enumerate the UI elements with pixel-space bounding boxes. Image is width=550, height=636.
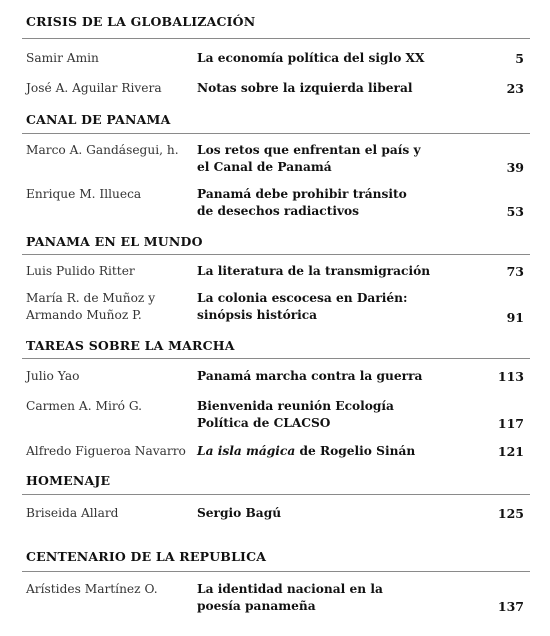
entry-author: Carmen A. Miró G. xyxy=(26,399,143,413)
entry-page: 73 xyxy=(506,264,524,279)
entry-author: Enrique M. Illueca xyxy=(26,187,142,201)
entry-title-line: Política de CLACSO xyxy=(197,416,331,430)
entry-author: Julio Yao xyxy=(26,369,80,383)
section-title: CRISIS DE LA GLOBALIZACIÓN xyxy=(26,14,256,29)
section-title: TAREAS SOBRE LA MARCHA xyxy=(26,338,235,353)
entry-title-line: Bienvenida reunión Ecología xyxy=(197,399,394,413)
section-divider xyxy=(22,571,530,572)
entry-title-line: el Canal de Panamá xyxy=(197,160,332,174)
section-divider xyxy=(22,254,530,255)
entry-author: Arístides Martínez O. xyxy=(26,582,158,596)
entry-author: Marco A. Gandásegui, h. xyxy=(26,143,179,157)
section-divider xyxy=(22,494,530,495)
entry-author xyxy=(26,290,155,324)
entry-author: Briseida Allard xyxy=(26,506,119,520)
entry-page: 5 xyxy=(515,51,524,66)
entry-title xyxy=(197,186,462,220)
entry-title: Panamá marcha contra la guerra xyxy=(197,369,423,383)
entry-author: Luis Pulido Ritter xyxy=(26,264,135,278)
entry-title: Sergio Bagú xyxy=(197,506,282,520)
section-divider xyxy=(22,133,530,134)
section-divider xyxy=(22,38,530,39)
entry-page: 23 xyxy=(506,81,524,96)
entry-title-line: La colonia escocesa en Darién: xyxy=(197,291,408,305)
entry-title-line: de desechos radiactivos xyxy=(197,204,360,218)
entry-title-rest: de Rogelio Sinán xyxy=(295,444,416,458)
entry-title-italic: La isla mágica xyxy=(197,444,296,458)
entry-author-line: María R. de Muñoz y xyxy=(26,291,156,305)
entry-title-line: La identidad nacional en la xyxy=(197,582,383,596)
entry-author: Alfredo Figueroa Navarro xyxy=(26,444,186,458)
entry-author: Samir Amin xyxy=(26,51,99,65)
entry-page: 91 xyxy=(506,310,524,325)
entry-author: José A. Aguilar Rivera xyxy=(26,81,162,95)
section-title: CENTENARIO DE LA REPUBLICA xyxy=(26,549,267,564)
entry-page: 53 xyxy=(506,204,524,219)
entry-page: 125 xyxy=(497,506,524,521)
entry-title-line: sinópsis histórica xyxy=(197,308,318,322)
entry-page: 117 xyxy=(497,416,524,431)
section-title: PANAMA EN EL MUNDO xyxy=(26,234,203,249)
entry-page: 113 xyxy=(497,369,524,384)
entry-title xyxy=(197,581,462,615)
entry-title xyxy=(197,443,462,460)
entry-title xyxy=(197,398,462,432)
section-title: HOMENAJE xyxy=(26,473,111,488)
entry-title-line: Los retos que enfrentan el país y xyxy=(197,143,421,157)
entry-page: 121 xyxy=(497,444,524,459)
section-title: CANAL DE PANAMA xyxy=(26,112,171,127)
entry-page: 137 xyxy=(497,599,524,614)
entry-author-line: Armando Muñoz P. xyxy=(26,308,142,322)
entry-title xyxy=(197,142,462,176)
entry-title: Notas sobre la izquierda liberal xyxy=(197,81,413,95)
entry-title: La literatura de la transmigración xyxy=(197,264,431,278)
entry-title-line: poesía panameña xyxy=(197,599,316,613)
entry-page: 39 xyxy=(506,160,524,175)
entry-title: La economía política del siglo XX xyxy=(197,51,425,65)
entry-title xyxy=(197,290,462,324)
entry-title-line: Panamá debe prohibir tránsito xyxy=(197,187,407,201)
section-divider xyxy=(22,358,530,359)
